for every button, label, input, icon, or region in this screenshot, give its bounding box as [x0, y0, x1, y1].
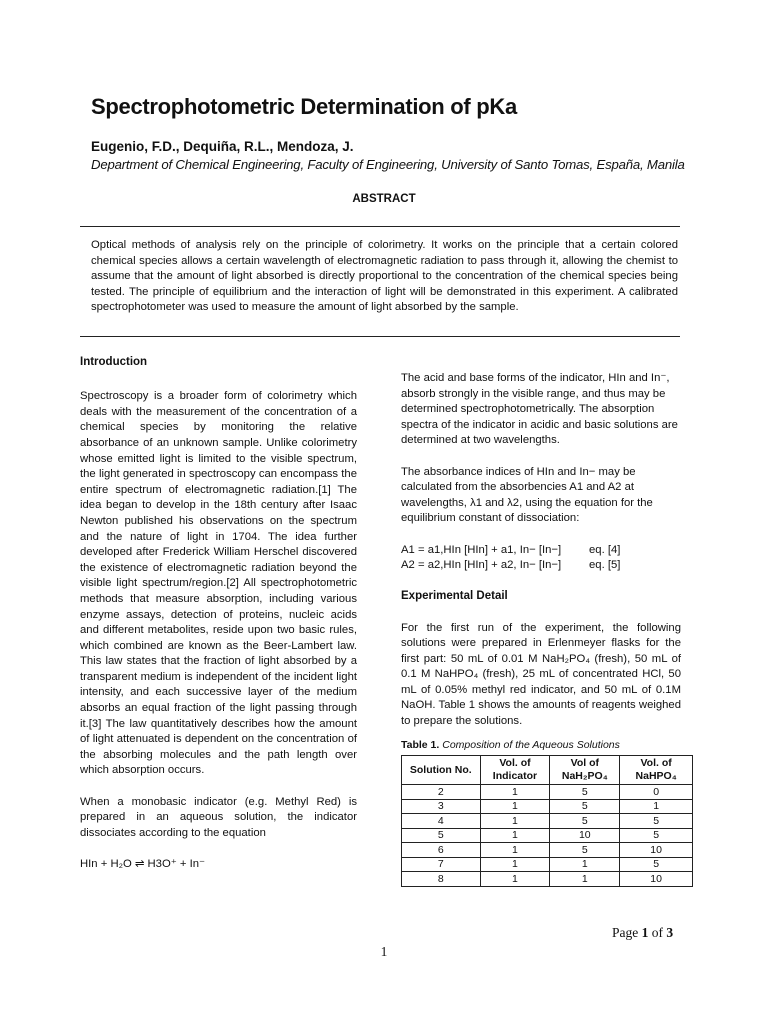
table-cell: 1: [480, 872, 550, 887]
table-row: [402, 814, 693, 829]
equation-4-label: eq. [4]: [589, 543, 621, 556]
page-current: 1: [641, 925, 649, 940]
page-number: 1: [380, 944, 388, 959]
table-cell: 1: [480, 828, 550, 843]
table-cell: 0: [620, 785, 693, 800]
table-cell: 3: [402, 799, 481, 814]
experimental-paragraph: For the first run of the experiment, the following solutions were prepared in Erlenmeyer flasks for the first part: 50 mL of 0.01 M NaH₂PO₄ (fresh), 50 mL of 0.1 M NaHPO₄ (fresh), 25 mL of concentrated HCl, 50 mL of 0.05% methyl red indicator, and 50 mL of 0.1M NaOH. Table 1 shows the amounts of reagents weighed to prepare the solutions.: [401, 621, 681, 728]
right-column: [401, 371, 681, 887]
experimental-heading: Experimental Detail: [401, 590, 508, 603]
table-cell: 8: [402, 872, 481, 887]
page-of-word: of: [651, 925, 663, 940]
paper-title: Spectrophotometric Determination of pKa: [91, 94, 517, 119]
abstract-text: Optical methods of analysis rely on the principle of colorimetry. It works on the principle that a certain colored chemical species allows a certain wavelength of electromagnetic radiation to pass through it, allowing the chemist to assume that the amount of light absorbed is directly proportional to the concentration of the chemical species being tested. The principle of equilibrium and the interaction of light will be demonstrated in this experiment. A calibrated spectrophotometer was used to measure the amount of light absorbed by the sample.: [91, 239, 678, 314]
dissociation-equation: HIn + H₂O ⇌ H3O⁺ + In⁻: [80, 858, 205, 870]
introduction-paragraph: Spectroscopy is a broader form of colorimetry which deals with the measurement of the concentration of a chemical species by monitoring the relative absorbance of an unknown sample. Unlike colorimetry whose emitted light is limited to the visible spectrum, the light generated in spectroscopy can encompass the entire spectrum of electromagnetic radiation.[1] The idea began to develop in the 18th century after Isaac Newton published his observations on the spectrum and the nature of light in 1704. The idea further developed after Frederick William Herschel discovered the existence of electromagnetic radiation beyond the visible light spectrum/region.[2] All spectrophotometric methods that measure absorption, including various enzyme assays, detection of proteins, nucleic acids and different metabolites, reside upon two basic rules, which combined are known as the Beer-Lambert law. This law states that the fraction of light absorbed by a transparent medium is independent of the incident light intensity, and each successive layer of the medium absorbs an equal fraction of the light passing through it.[3] The law quantitatively describes how the amount of light attenuated is dependent on the concentration of the absorbing molecules and the path length over which absorption occurs.: [80, 390, 357, 777]
table-cell: 1: [480, 785, 550, 800]
table-cell: 5: [550, 843, 620, 858]
left-column: [80, 355, 357, 873]
table-cell: 7: [402, 857, 481, 872]
table-row: [402, 785, 693, 800]
equation-5-body: A2 = a2,HIn [HIn] + a2, In− [In−]: [401, 559, 562, 572]
table-header-cell: Vol. of NaHPO₄: [620, 756, 693, 785]
table-cell: 10: [550, 828, 620, 843]
affiliation: Department of Chemical Engineering, Faculty of Engineering, University of Santo Tomas, España, Manila: [91, 157, 685, 172]
indicator-paragraph: When a monobasic indicator (e.g. Methyl Red) is prepared in an aqueous solution, the indicator dissociates according to the equation: [80, 795, 357, 839]
table-cell: 1: [620, 799, 693, 814]
absorbance-paragraph: The absorbance indices of HIn and In− may be calculated from the absorbencies A1 and A2 at wavelengths, λ1 and λ2, using the equation for the equilibrium constant of dissociation:: [401, 465, 653, 525]
table-cell: 5: [620, 814, 693, 829]
table-row: [402, 843, 693, 858]
table-cell: 1: [480, 843, 550, 858]
table-header-row: [402, 756, 693, 785]
table-row: [402, 872, 693, 887]
table-cell: 5: [620, 857, 693, 872]
table-row: [402, 857, 693, 872]
table-caption-label: Table 1.: [401, 738, 440, 751]
table-cell: 4: [402, 814, 481, 829]
page-word: Page: [612, 925, 639, 940]
table-cell: 10: [620, 872, 693, 887]
introduction-heading: Introduction: [80, 356, 148, 368]
table-cell: 2: [402, 785, 481, 800]
page-indicator: [612, 925, 673, 941]
table-cell: 5: [550, 785, 620, 800]
equation-4-body: A1 = a1,HIn [HIn] + a1, In− [In−]: [401, 543, 562, 556]
table-cell: 5: [550, 814, 620, 829]
table-cell: 1: [550, 872, 620, 887]
table-caption-text: Composition of the Aqueous Solutions: [442, 738, 620, 751]
table-cell: 5: [620, 828, 693, 843]
equation-5-label: eq. [5]: [589, 559, 621, 572]
table-cell: 5: [402, 828, 481, 843]
acid-base-paragraph: The acid and base forms of the indicator, HIn and In⁻, absorb strongly in the visible range, and thus may be determined spectrophotometrically. The absorption spectra of the indicator in acidic and basic solutions are determined at two wavelengths.: [401, 372, 678, 447]
abstract-top-rule: [80, 226, 680, 227]
table-cell: 1: [550, 857, 620, 872]
table-row: [402, 799, 693, 814]
composition-table: [401, 755, 693, 887]
table-header-cell: Solution No.: [402, 756, 481, 785]
table-cell: 1: [480, 799, 550, 814]
authors: Eugenio, F.D., Dequiña, R.L., Mendoza, J.: [91, 139, 354, 154]
table-cell: 10: [620, 843, 693, 858]
table-header-cell: Vol. of Indicator: [480, 756, 550, 785]
table-row: [402, 828, 693, 843]
table-caption: [401, 738, 681, 754]
table-header-cell: Vol of NaH₂PO₄: [550, 756, 620, 785]
table-cell: 1: [480, 857, 550, 872]
page-total: 3: [666, 925, 674, 940]
abstract-heading: ABSTRACT: [352, 193, 416, 205]
table-cell: 1: [480, 814, 550, 829]
abstract-bottom-rule: [80, 336, 680, 337]
equation-4: [401, 543, 681, 559]
equation-5: [401, 558, 681, 574]
table-cell: 5: [550, 799, 620, 814]
table-cell: 6: [402, 843, 481, 858]
